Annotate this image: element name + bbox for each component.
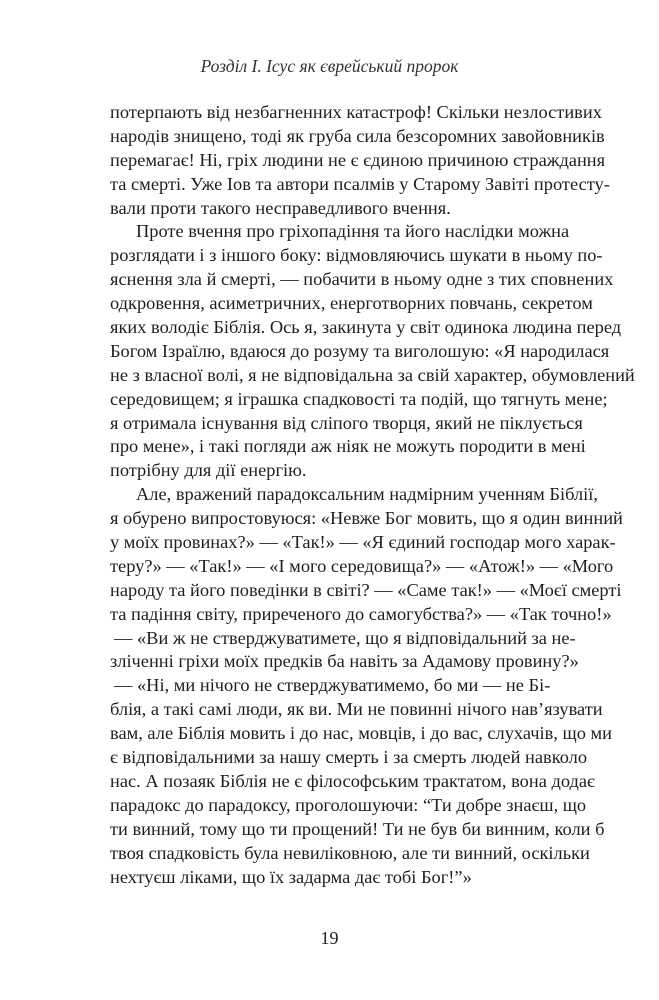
text-line: перемагає! Ні, гріх людини не є єдиною причиною страждання — [110, 149, 606, 170]
paragraph — [110, 483, 623, 626]
text-line: твоя спадковість була невиліковною, але ти винний, оскільки — [110, 842, 590, 863]
text-line: народів знищено, тоді як груба сила безсоромних завойовників — [110, 125, 605, 146]
text-line: народу та його поведінки в світі? — «Саме так!» — «Моєї смерті — [110, 579, 622, 600]
text-line: є відповідальними за нашу смерть і за смерть людей навколо — [110, 747, 588, 768]
text-line: нехтуєш ліками, що їх задарма дає тобі Бог!”» — [110, 866, 472, 887]
body-text — [110, 101, 635, 889]
text-line: про мене», і такі погляди аж ніяк не можуть породити в мені — [110, 436, 586, 457]
text-line: розглядати і з іншого боку: відмовляючись шукати в ньому по- — [110, 245, 603, 266]
text-line: нас. А позаяк Біблія не є філософським трактатом, вона додає — [110, 770, 595, 791]
text-line: та смерті. Уже Іов та автори псалмів у Старому Завіті протесту- — [110, 173, 610, 194]
text-line: потерпають від незбагненних катастроф! Скільки незлостивих — [110, 102, 602, 122]
paragraph — [110, 220, 635, 483]
text-line: яких володіє Біблія. Ось я, закинута у світ одинока людина перед — [110, 317, 622, 338]
text-line: потрібну для дії енергію. — [110, 460, 307, 481]
text-line: одкровення, асиметричних, енерготворних повчань, секретом — [110, 293, 593, 314]
paragraph — [110, 101, 610, 220]
text-line: яснення зла й смерті, — побачити в ньому одне з тих сповнених — [110, 269, 614, 290]
text-line: теру?» — «Так!» — «І мого середовища?» — «Атож!» — «Мого — [110, 555, 614, 576]
text-line: не з власної волі, я не відповідальна за свій характер, обумовлений — [110, 364, 635, 385]
text-line: — «Ви ж не стверджуватимете, що я відповідальний за не- — [114, 627, 576, 648]
running-header: Розділ I. Ісус як єврейський пророк — [200, 56, 459, 76]
text-line: та падіння світу, приреченого до самогубства?» — «Так точно!» — [110, 603, 612, 624]
text-line: — «Ні, ми нічого не стверджуватимемо, бо ми — не Бі- — [114, 675, 551, 696]
text-line: вам, але Біблія мовить і до нас, мовців, і до вас, слухачів, що ми — [110, 723, 612, 744]
text-line: Проте вчення про гріхопадіння та його наслідки можна — [136, 221, 570, 242]
text-line: Богом Ізраїлю, вдаюся до розуму та виголошую: «Я народилася — [110, 340, 610, 361]
text-line: у моїх провинах?» — «Так!» — «Я єдиний господар мого харак- — [110, 532, 616, 553]
text-line: вали проти такого несправедливого вчення. — [110, 197, 451, 218]
page-number: 19 — [320, 928, 339, 948]
text-line: парадокс до парадоксу, проголошуючи: “Ти добре знаєш, що — [110, 794, 587, 815]
text-line: Але, вражений парадоксальним надмірним ученням Біблії, — [136, 484, 598, 505]
text-line: середовищем; я іграшка спадковості та подій, що тягнуть мене; — [110, 388, 608, 409]
paragraph — [110, 627, 579, 675]
text-line: я обурено випростовуюся: «Невже Бог мовить, що я один винний — [110, 508, 623, 529]
text-line: блія, а такі самі люди, як ви. Ми не повинні нічого нав’язувати — [110, 699, 603, 720]
paragraph — [110, 674, 612, 889]
text-line: ти винний, тому що ти прощений! Ти не був би винним, коли б — [110, 818, 605, 839]
text-line: зліченні гріхи моїх предків ба навіть за Адамову провину?» — [110, 651, 579, 672]
text-line: я отримала існування від сліпого творця, який не піклується — [110, 412, 583, 433]
